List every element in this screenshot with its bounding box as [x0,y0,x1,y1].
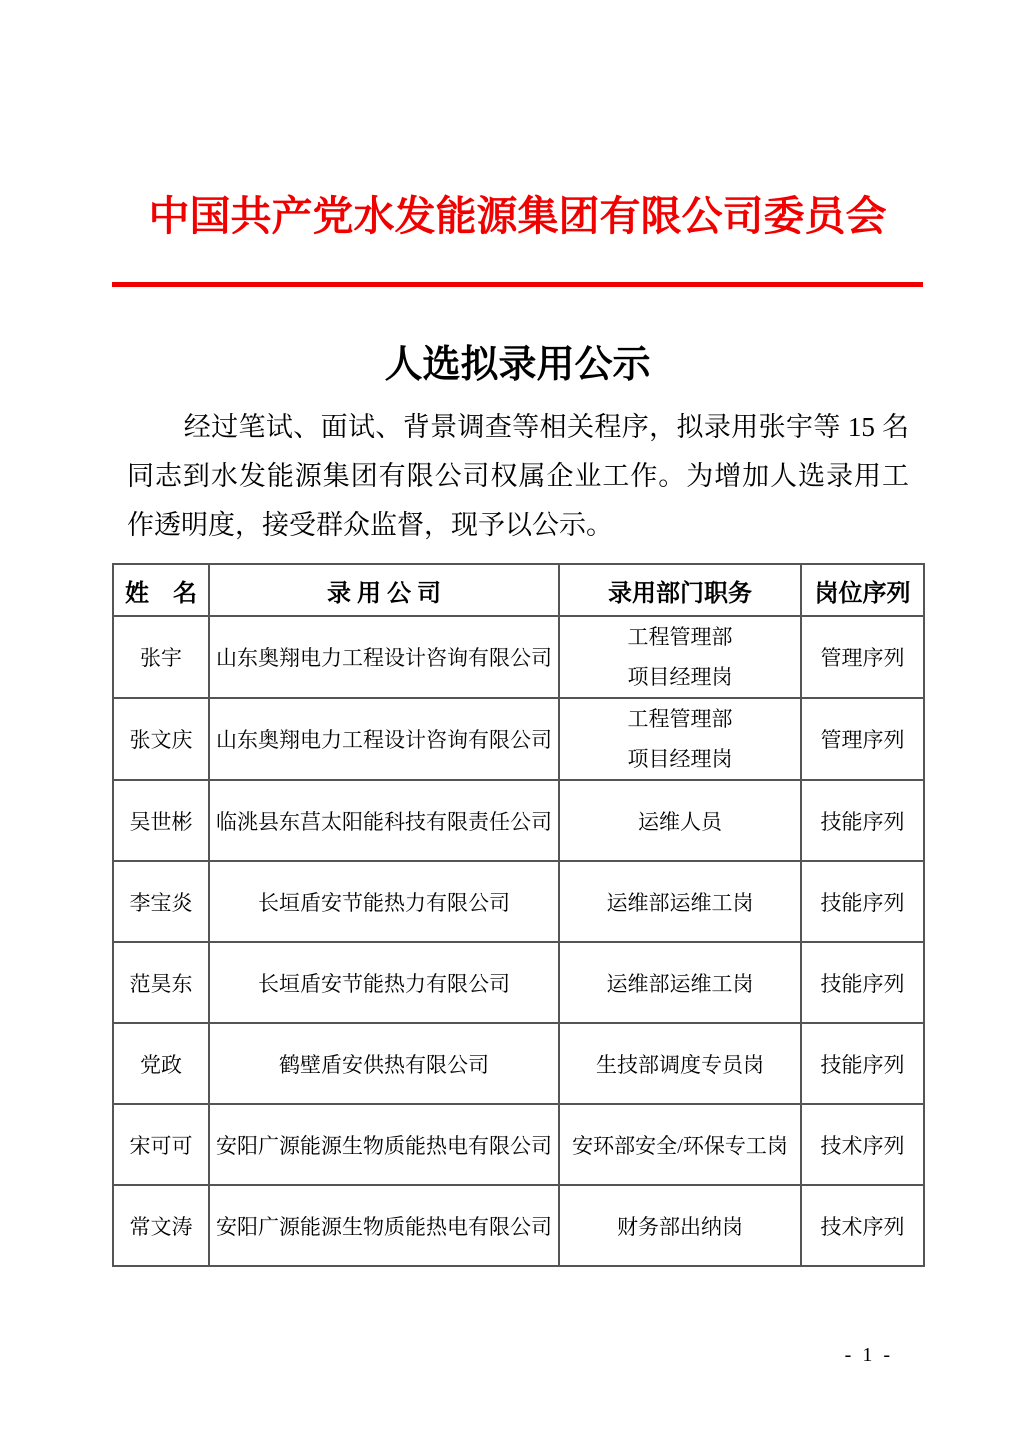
cell-company: 长垣盾安节能热力有限公司 [209,942,559,1023]
cell-position [559,616,801,698]
cell-company: 安阳广源能源生物质能热电有限公司 [209,1185,559,1266]
cell-company: 山东奥翔电力工程设计咨询有限公司 [209,698,559,780]
body-paragraph: 经过笔试、面试、背景调查等相关程序，拟录用张宇等 15 名同志到水发能源集团有限公司权属企业工作。为增加人选录用工作透明度，接受群众监督，现予以公示。 [127,412,909,540]
cell-sequence: 技能序列 [801,942,924,1023]
document-content [112,0,923,1267]
cell-sequence: 管理序列 [801,616,924,698]
cell-sequence: 技能序列 [801,1023,924,1104]
cell-position-line: 工程管理部 [627,707,733,731]
table-row [113,861,924,942]
cell-position: 财务部出纳岗 [559,1185,801,1266]
cell-position: 运维人员 [559,780,801,861]
cell-company: 安阳广源能源生物质能热电有限公司 [209,1104,559,1185]
cell-name: 范昊东 [113,942,209,1023]
cell-name: 吴世彬 [113,780,209,861]
cell-position: 运维部运维工岗 [559,942,801,1023]
cell-name: 李宝炎 [113,861,209,942]
table-row [113,942,924,1023]
cell-position: 安环部安全/环保专工岗 [559,1104,801,1185]
cell-name: 张文庆 [113,698,209,780]
cell-name: 常文涛 [113,1185,209,1266]
cell-sequence: 技术序列 [801,1104,924,1185]
cell-company: 鹤壁盾安供热有限公司 [209,1023,559,1104]
header-position: 录用部门职务 [559,564,801,616]
cell-sequence: 技能序列 [801,780,924,861]
table-row [113,1023,924,1104]
table-row [113,698,924,780]
table-row [113,780,924,861]
cell-company: 长垣盾安节能热力有限公司 [209,861,559,942]
cell-position [559,698,801,780]
recruitment-table [112,563,925,1267]
letterhead-title: 中国共产党水发能源集团有限公司委员会 [148,193,887,239]
header-company: 录 用 公 司 [209,564,559,616]
table-row [113,1104,924,1185]
letterhead-rule [112,282,923,287]
cell-sequence: 管理序列 [801,698,924,780]
cell-position-line: 项目经理岗 [627,747,733,771]
cell-company: 山东奥翔电力工程设计咨询有限公司 [209,616,559,698]
cell-sequence: 技能序列 [801,861,924,942]
table-row [113,1185,924,1266]
header-name: 姓 名 [113,564,209,616]
cell-company: 临洮县东莒太阳能科技有限责任公司 [209,780,559,861]
cell-name: 张宇 [113,616,209,698]
table-header-row [113,564,924,616]
page-number: - 1 - [844,1344,893,1366]
cell-position-line: 工程管理部 [627,625,733,649]
cell-sequence: 技术序列 [801,1185,924,1266]
cell-position-line: 项目经理岗 [627,665,733,689]
table-row [113,616,924,698]
cell-position: 生技部调度专员岗 [559,1023,801,1104]
doc-title: 人选拟录用公示 [384,344,651,386]
cell-name: 党政 [113,1023,209,1104]
cell-position: 运维部运维工岗 [559,861,801,942]
cell-name: 宋可可 [113,1104,209,1185]
header-sequence: 岗位序列 [801,564,924,616]
